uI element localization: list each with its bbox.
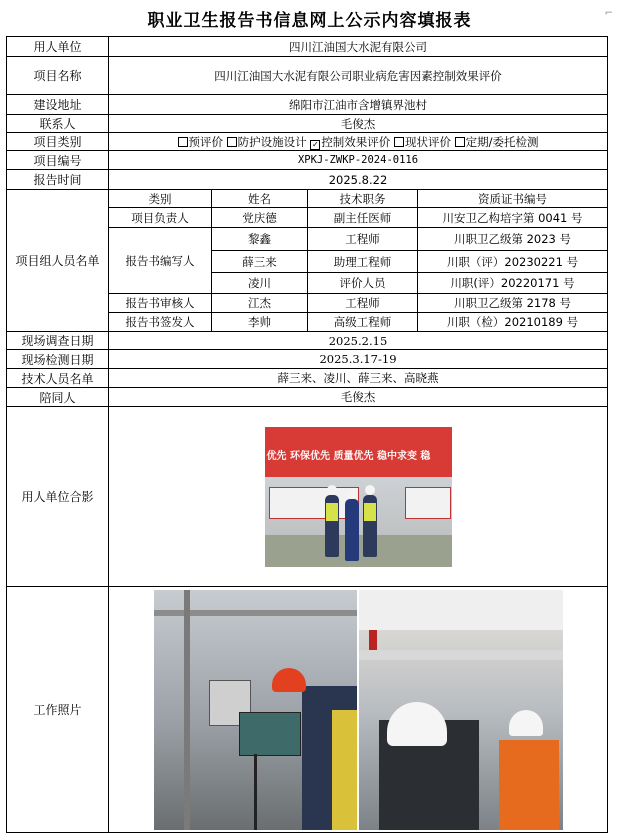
category-options xyxy=(109,133,608,151)
tech-staff-label: 技术人员名单 xyxy=(7,369,109,388)
survey-date-value: 2025.2.15 xyxy=(109,332,608,350)
address-value: 绵阳市江油市含增镇界池村 xyxy=(109,95,608,115)
project-label: 项目名称 xyxy=(7,57,109,95)
team-title: 高级工程师 xyxy=(308,313,418,332)
project-value: 四川江油国大水泥有限公司职业病危害因素控制效果评价 xyxy=(109,57,608,95)
team-title: 评价人员 xyxy=(308,273,418,294)
team-header-row xyxy=(7,190,608,208)
page-title: 职业卫生报告书信息网上公示内容填报表 xyxy=(147,11,472,31)
team-name: 薛三来 xyxy=(212,251,308,273)
person-figure xyxy=(325,495,339,557)
survey-date-label: 现场调查日期 xyxy=(7,332,109,350)
row-tech-staff xyxy=(7,369,608,388)
monitoring-instrument xyxy=(239,712,301,756)
notice-board xyxy=(405,487,451,519)
helmet xyxy=(509,710,543,736)
testing-date-label: 现场检测日期 xyxy=(7,350,109,369)
row-project-no xyxy=(7,151,608,170)
report-time-value: 2025.8.22 xyxy=(109,170,608,190)
group-photo-image xyxy=(265,427,452,567)
team-header-category: 类别 xyxy=(109,190,212,208)
team-title: 助理工程师 xyxy=(308,251,418,273)
checkbox-icon xyxy=(394,137,404,147)
companion-value: 毛俊杰 xyxy=(109,388,608,407)
slogan-banner xyxy=(265,427,452,477)
unit-value: 四川江油国大水泥有限公司 xyxy=(109,37,608,57)
row-unit xyxy=(7,37,608,57)
report-time-label: 报告时间 xyxy=(7,170,109,190)
checkbox-icon xyxy=(178,137,188,147)
worker-figure xyxy=(499,740,559,830)
row-address xyxy=(7,95,608,115)
team-name: 黎鑫 xyxy=(212,228,308,251)
category-option-control[interactable]: ✓ 控制效果评价 xyxy=(311,134,391,149)
checkbox-icon xyxy=(455,137,465,147)
team-category: 报告书签发人 xyxy=(109,313,212,332)
disclosure-form-table xyxy=(6,36,608,833)
banner-text: 优先 环保优先 质量优先 稳中求变 稳 xyxy=(266,450,431,462)
group-photo-label: 用人单位合影 xyxy=(7,407,109,587)
team-category: 报告书审核人 xyxy=(109,294,212,313)
person-figure xyxy=(363,495,377,557)
team-name: 江杰 xyxy=(212,294,308,313)
team-cert: 川职（评）20230221 号 xyxy=(418,251,608,273)
team-header-cert: 资质证书编号 xyxy=(418,190,608,208)
team-cert: 川职卫乙级第 2178 号 xyxy=(418,294,608,313)
team-name: 李帅 xyxy=(212,313,308,332)
category-label: 项目类别 xyxy=(7,133,109,151)
work-photo-inspection xyxy=(359,590,563,830)
row-work-photos xyxy=(7,587,608,833)
category-option-status[interactable]: 现状评价 xyxy=(394,135,451,149)
category-option-pre[interactable]: 预评价 xyxy=(178,135,224,149)
team-header-title: 技术职务 xyxy=(308,190,418,208)
category-option-design[interactable]: 防护设施设计 xyxy=(227,135,307,149)
project-no-value: XPKJ-ZWKP-2024-0116 xyxy=(109,151,608,170)
team-category: 报告书编写人 xyxy=(109,228,212,294)
contact-label: 联系人 xyxy=(7,115,109,133)
row-companion xyxy=(7,388,608,407)
companion-label: 陪同人 xyxy=(7,388,109,407)
page-corner-mark: ⌐ xyxy=(604,8,613,19)
row-survey-date xyxy=(7,332,608,350)
person-figure xyxy=(345,499,359,561)
row-report-time xyxy=(7,170,608,190)
group-photo-cell xyxy=(109,407,608,587)
testing-date-value: 2025.3.17-19 xyxy=(109,350,608,369)
team-title: 工程师 xyxy=(308,228,418,251)
team-category: 项目负责人 xyxy=(109,208,212,228)
checkbox-icon xyxy=(227,137,237,147)
row-testing-date xyxy=(7,350,608,369)
team-title: 副主任医师 xyxy=(308,208,418,228)
contact-value: 毛俊杰 xyxy=(109,115,608,133)
team-label: 项目组人员名单 xyxy=(7,190,109,332)
team-header-name: 姓名 xyxy=(212,190,308,208)
category-option-periodic[interactable]: 定期/委托检测 xyxy=(455,135,539,149)
work-photos-cell xyxy=(109,587,608,833)
team-cert: 川安卫乙构培字第 0041 号 xyxy=(418,208,608,228)
team-cert: 川职(评）20220171 号 xyxy=(418,273,608,294)
team-cert: 川职卫乙级第 2023 号 xyxy=(418,228,608,251)
team-name: 凌川 xyxy=(212,273,308,294)
row-group-photo xyxy=(7,407,608,587)
helmet xyxy=(272,668,306,692)
team-name: 党庆德 xyxy=(212,208,308,228)
unit-label: 用人单位 xyxy=(7,37,109,57)
checkbox-checked-icon: ✓ xyxy=(311,139,319,149)
team-cert: 川职（检）20210189 号 xyxy=(418,313,608,332)
work-photos-label: 工作照片 xyxy=(7,587,109,833)
project-no-label: 项目编号 xyxy=(7,151,109,170)
address-label: 建设地址 xyxy=(7,95,109,115)
row-project xyxy=(7,57,608,95)
work-photo-monitoring xyxy=(154,590,357,830)
tech-staff-value: 薛三来、凌川、薛三来、高晓燕 xyxy=(109,369,608,388)
row-category xyxy=(7,133,608,151)
row-contact xyxy=(7,115,608,133)
helmet xyxy=(387,702,447,746)
team-title: 工程师 xyxy=(308,294,418,313)
